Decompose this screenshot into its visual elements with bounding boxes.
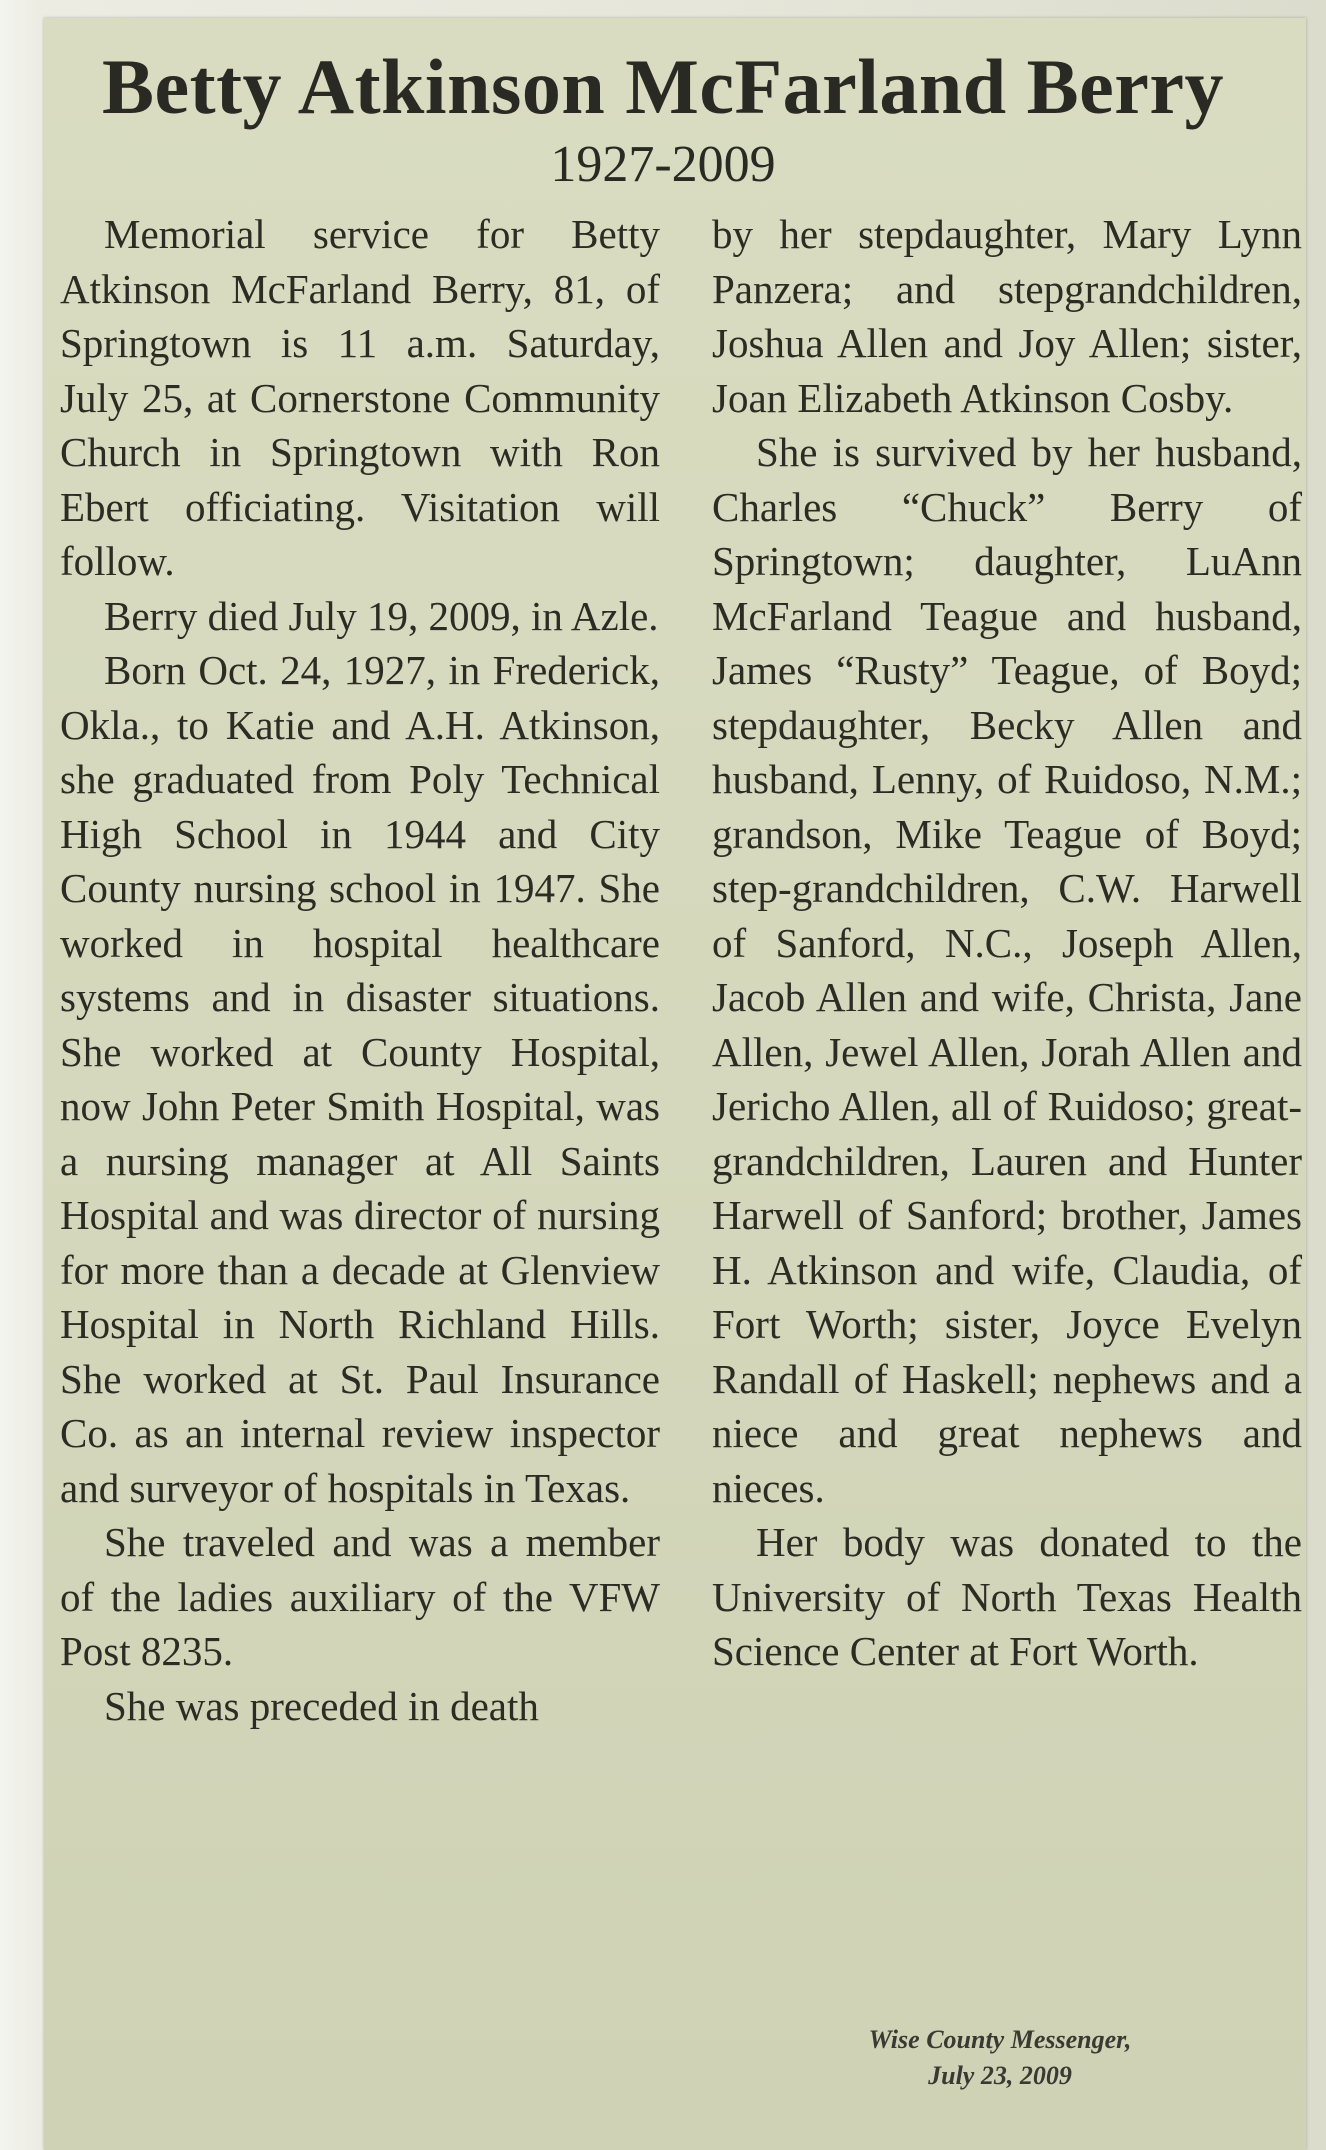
paragraph-travel: She traveled and was a member of the ladies auxiliary of the VFW Post 8235. [60, 1519, 660, 1674]
credit-publication: Wise County Messenger, [868, 2025, 1132, 2054]
source-credit [790, 2022, 1210, 2094]
paragraph-death: Berry died July 19, 2009, in Azle. [104, 592, 659, 639]
left-column [60, 207, 660, 1733]
obituary-title: Betty Atkinson McFarland Berry [101, 43, 1225, 130]
paragraph-memorial-service: Memorial service for Betty Atkinson McFarland Berry, 81, of Springtown is 11 a.m. Saturday, July 25, at Cornerstone Community Church in Springtown with Ron Ebert officiating. Visitation will follow. [60, 211, 660, 584]
credit-date: July 23, 2009 [928, 2061, 1072, 2090]
obituary-years: 1927-2009 [550, 136, 776, 193]
paragraph-survivors: She is survived by her husband, Charles “Chuck” Berry of Springtown; daughter, LuAnn McFarland Teague and husband, James “Rusty” Teague, of Boyd; stepdaughter, Becky Allen and husband, Lenny, of Ruidoso, N.M.; grandson, Mike Teague of Boyd; step-grandchildren, C.W. Harwell of Sanford, N.C., Joseph Allen, Jacob Allen and wife, Christa, Jane Allen, Jewel Allen, Jorah Allen and Jericho Allen, all of Ruidoso; great-grandchildren, Lauren and Hunter Harwell of Sanford; brother, James H. Atkinson and wife, Claudia, of Fort Worth; sister, Joyce Evelyn Randall of Haskell; nephews and a niece and great nephews and nieces. [712, 429, 1302, 1511]
paragraph-biography: Born Oct. 24, 1927, in Frederick, Okla., to Katie and A.H. Atkinson, she graduated from Poly Technical High School in 1944 and City County nursing school in 1947. She worked in hospital healthcare systems and in disaster situations. She worked at County Hospital, now John Peter Smith Hospital, was a nursing manager at All Saints Hospital and was director of nursing for more than a decade at Glenview Hospital in North Richland Hills. She worked at St. Paul Insurance Co. as an internal review inspector and surveyor of hospitals in Texas. [60, 647, 660, 1511]
paragraph-preceded-continued: by her stepdaughter, Mary Lynn Panzera; and stepgrandchildren, Joshua Allen and Joy Allen; sister, Joan Elizabeth Atkinson Cosby. [712, 211, 1302, 421]
right-column [712, 207, 1302, 1679]
paragraph-donation: Her body was donated to the University of North Texas Health Science Center at Fort Worth. [712, 1519, 1302, 1674]
paragraph-preceded-start: She was preceded in death [104, 1682, 539, 1729]
